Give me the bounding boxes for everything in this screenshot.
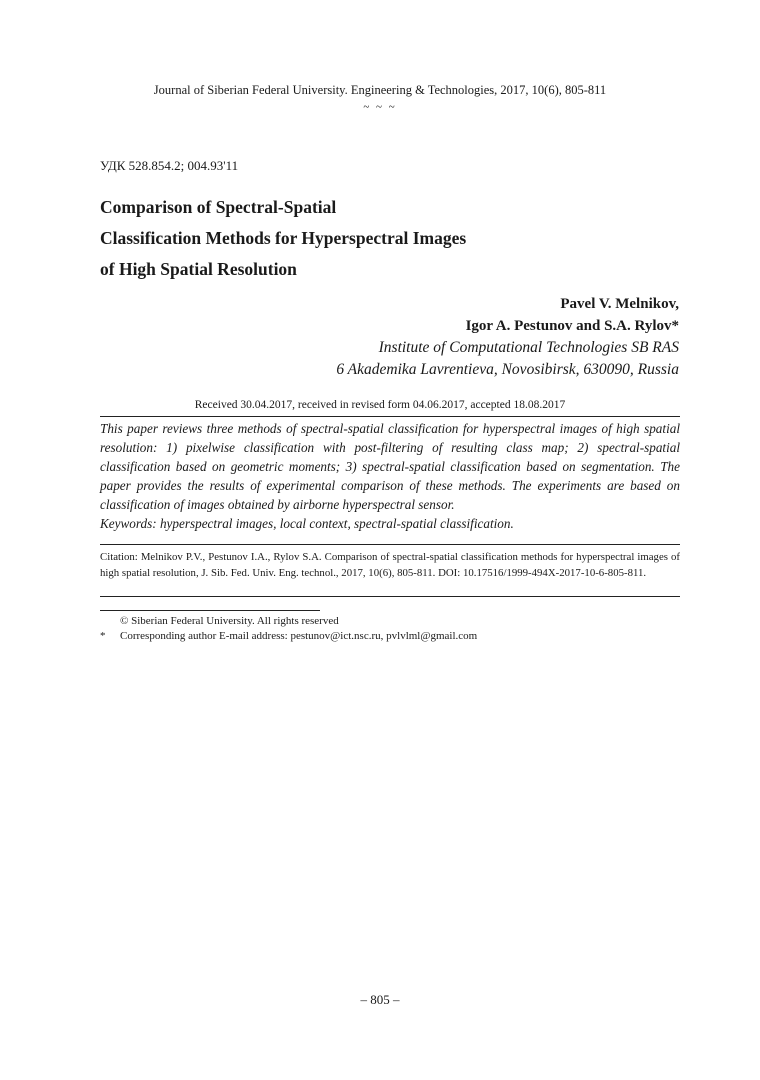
affiliation <box>336 337 679 381</box>
author-line: Igor A. Pestunov and S.A. Rylov* <box>465 318 679 334</box>
affiliation-institute: Institute of Computational Technologies SB RAS <box>378 339 679 356</box>
affiliation-address: 6 Akademika Lavrentieva, Novosibirsk, 630090, Russia <box>336 361 679 378</box>
title-line: Classification Methods for Hyperspectral Images <box>100 228 467 248</box>
received-dates: Received 30.04.2017, received in revised form 04.06.2017, accepted 18.08.2017 <box>194 399 566 411</box>
authors <box>466 293 679 337</box>
asterisk-mark: * <box>100 630 106 642</box>
keywords: Keywords: hyperspectral images, local context, spectral-spatial classification. <box>100 516 514 531</box>
copyright-text: © Siberian Federal University. All rights reserved <box>120 615 339 627</box>
corresponding-author-text: Corresponding author E-mail address: pestunov@ict.nsc.ru, pvlvlml@gmail.com <box>120 630 478 642</box>
citation-top-rule <box>100 544 680 545</box>
abstract: This paper reviews three methods of spectral-spatial classification for hyperspectral images of high spatial resolution: 1) pixelwise classification with post-filtering of resulting class map; 2) spectral-spatial classification based on geometric moments; 3) spectral-spatial classification based on segmentation. The paper provides the results of experimental comparison of these methods. The experiments are based on classification of images obtained by airborne hyperspectral sensor. <box>100 421 680 512</box>
journal-header: Journal of Siberian Federal University. Engineering & Technologies, 2017, 10(6), 805-811 <box>153 83 607 97</box>
footnote-corresponding <box>100 629 680 644</box>
author-line: Pavel V. Melnikov, <box>560 296 679 312</box>
title-line: of High Spatial Resolution <box>100 259 297 279</box>
title-line: Comparison of Spectral-Spatial <box>100 197 337 217</box>
abstract-top-rule <box>100 416 680 417</box>
footnote-rule <box>100 610 320 611</box>
citation: Citation: Melnikov P.V., Pestunov I.A., Rylov S.A. Comparison of spectral-spatial classification methods for hyperspectral images of high spatial resolution, J. Sib. Fed. Univ. Eng. technol., 2017, 10(6), 805-811. DOI: 10.17516/1999-494X-2017-10-6-805-811. <box>100 551 680 579</box>
page-number: – 805 – <box>360 992 400 1007</box>
paper-title <box>100 192 660 285</box>
header-separator: ~ ~ ~ <box>363 101 397 113</box>
citation-bottom-rule <box>100 596 680 597</box>
footnote-copyright <box>100 614 680 629</box>
udk-code: УДК 528.854.2; 004.93'11 <box>100 158 239 173</box>
